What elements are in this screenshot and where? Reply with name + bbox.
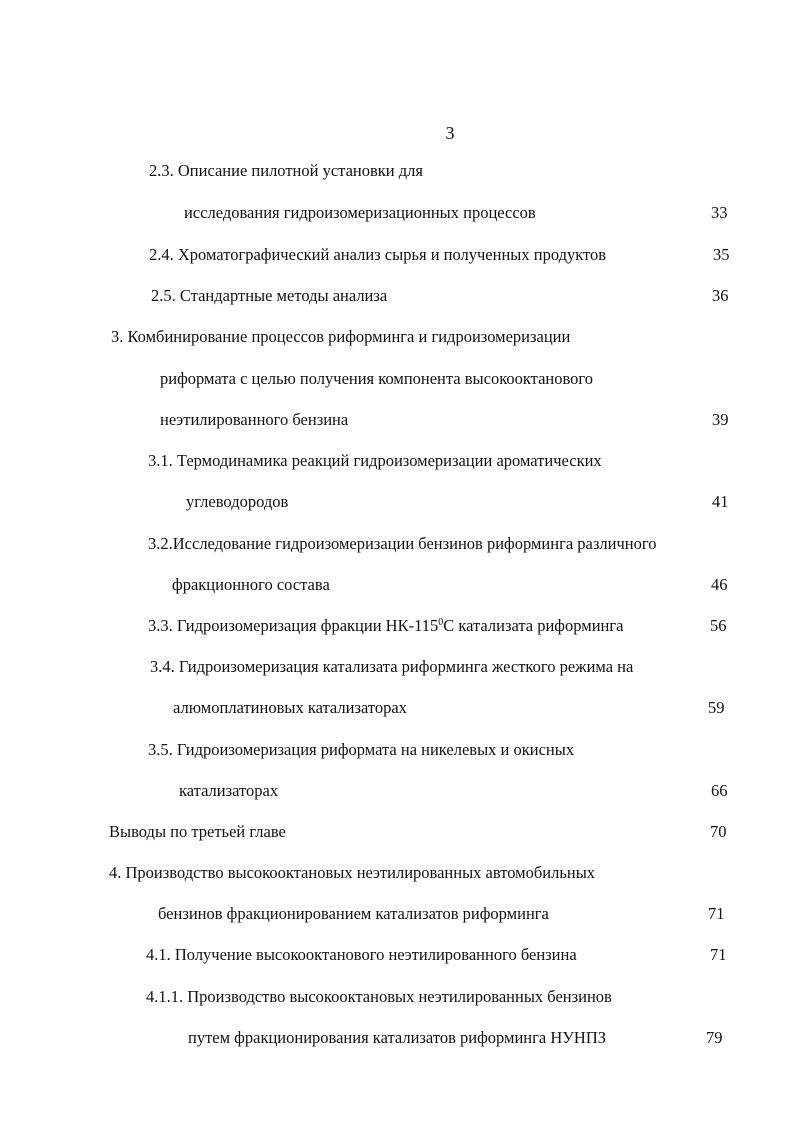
toc-entry-3-2-cont: фракционного состава (172, 575, 330, 594)
toc-entry-3-5-cont: катализаторах (179, 781, 279, 800)
toc-entry-2-5: 2.5. Стандартные методы анализа (151, 286, 388, 305)
toc-entry-4: 4. Производство высокооктановых неэтилированных автомобильных (109, 863, 596, 882)
degree-superscript: 0 (438, 617, 444, 628)
toc-entry-4-1-1: 4.1.1. Производство высокооктановых неэтилированных бензинов (146, 987, 612, 1006)
toc-page-number: 39 (712, 410, 729, 429)
toc-entry-3-5: 3.5. Гидроизомеризация риформата на никелевых и окисных (148, 740, 575, 759)
toc-entry-3: 3. Комбинирование процессов риформинга и гидроизомеризации (111, 327, 571, 346)
toc-entry-3-4: 3.4. Гидроизомеризация катализата риформинга жесткого режима на (150, 657, 634, 676)
toc-page-number: 56 (710, 616, 727, 635)
toc-entry-3-2: 3.2.Исследование гидроизомеризации бензинов риформинга различного (148, 534, 657, 553)
toc-entry-3-cont-2: неэтилированного бензина (160, 410, 349, 429)
toc-page-number: 41 (712, 492, 729, 511)
page-number: 3 (445, 123, 455, 143)
toc-entry-3-cont-1: риформата с целью получения компонента высокооктанового (160, 369, 594, 388)
toc-entry-3-3-text: 3.3. Гидроизомеризация фракции НК-115 (148, 616, 439, 635)
toc-entry-2-3-cont: исследования гидроизомеризационных процессов (184, 203, 536, 222)
toc-entry-2-3: 2.3. Описание пилотной установки для (149, 161, 423, 180)
toc-page-number: 46 (711, 575, 728, 594)
toc-page-number: 33 (711, 203, 728, 222)
toc-page-number: 35 (713, 245, 730, 264)
toc-entry-4-cont: бензинов фракционированием катализатов риформинга (158, 904, 549, 923)
toc-page-number: 71 (710, 945, 727, 964)
toc-page-number: 66 (711, 781, 728, 800)
toc-page-number: 70 (710, 822, 727, 841)
toc-entry-4-1: 4.1. Получение высокооктанового неэтилированного бензина (146, 945, 577, 964)
toc-entry-2-4: 2.4. Хроматографический анализ сырья и полученных продуктов (149, 245, 607, 264)
toc-entry-4-1-1-cont: путем фракционирования катализатов риформинга НУНПЗ (188, 1028, 607, 1047)
toc-entry-3-3 (148, 616, 623, 636)
toc-entry-3-4-cont: алюмоплатиновых катализаторах (173, 698, 407, 717)
toc-page-number: 79 (706, 1028, 723, 1047)
toc-entry-conclusions: Выводы по третьей главе (109, 822, 286, 841)
toc-entry-3-1: 3.1. Термодинамика реакций гидроизомеризации ароматических (148, 451, 602, 470)
toc-page-number: 59 (708, 698, 725, 717)
toc-page-number: 71 (708, 904, 725, 923)
toc-entry-3-1-cont: углеводородов (186, 492, 289, 511)
toc-page-number: 36 (712, 286, 729, 305)
toc-entry-3-3-text-end: С катализата риформинга (443, 616, 624, 635)
